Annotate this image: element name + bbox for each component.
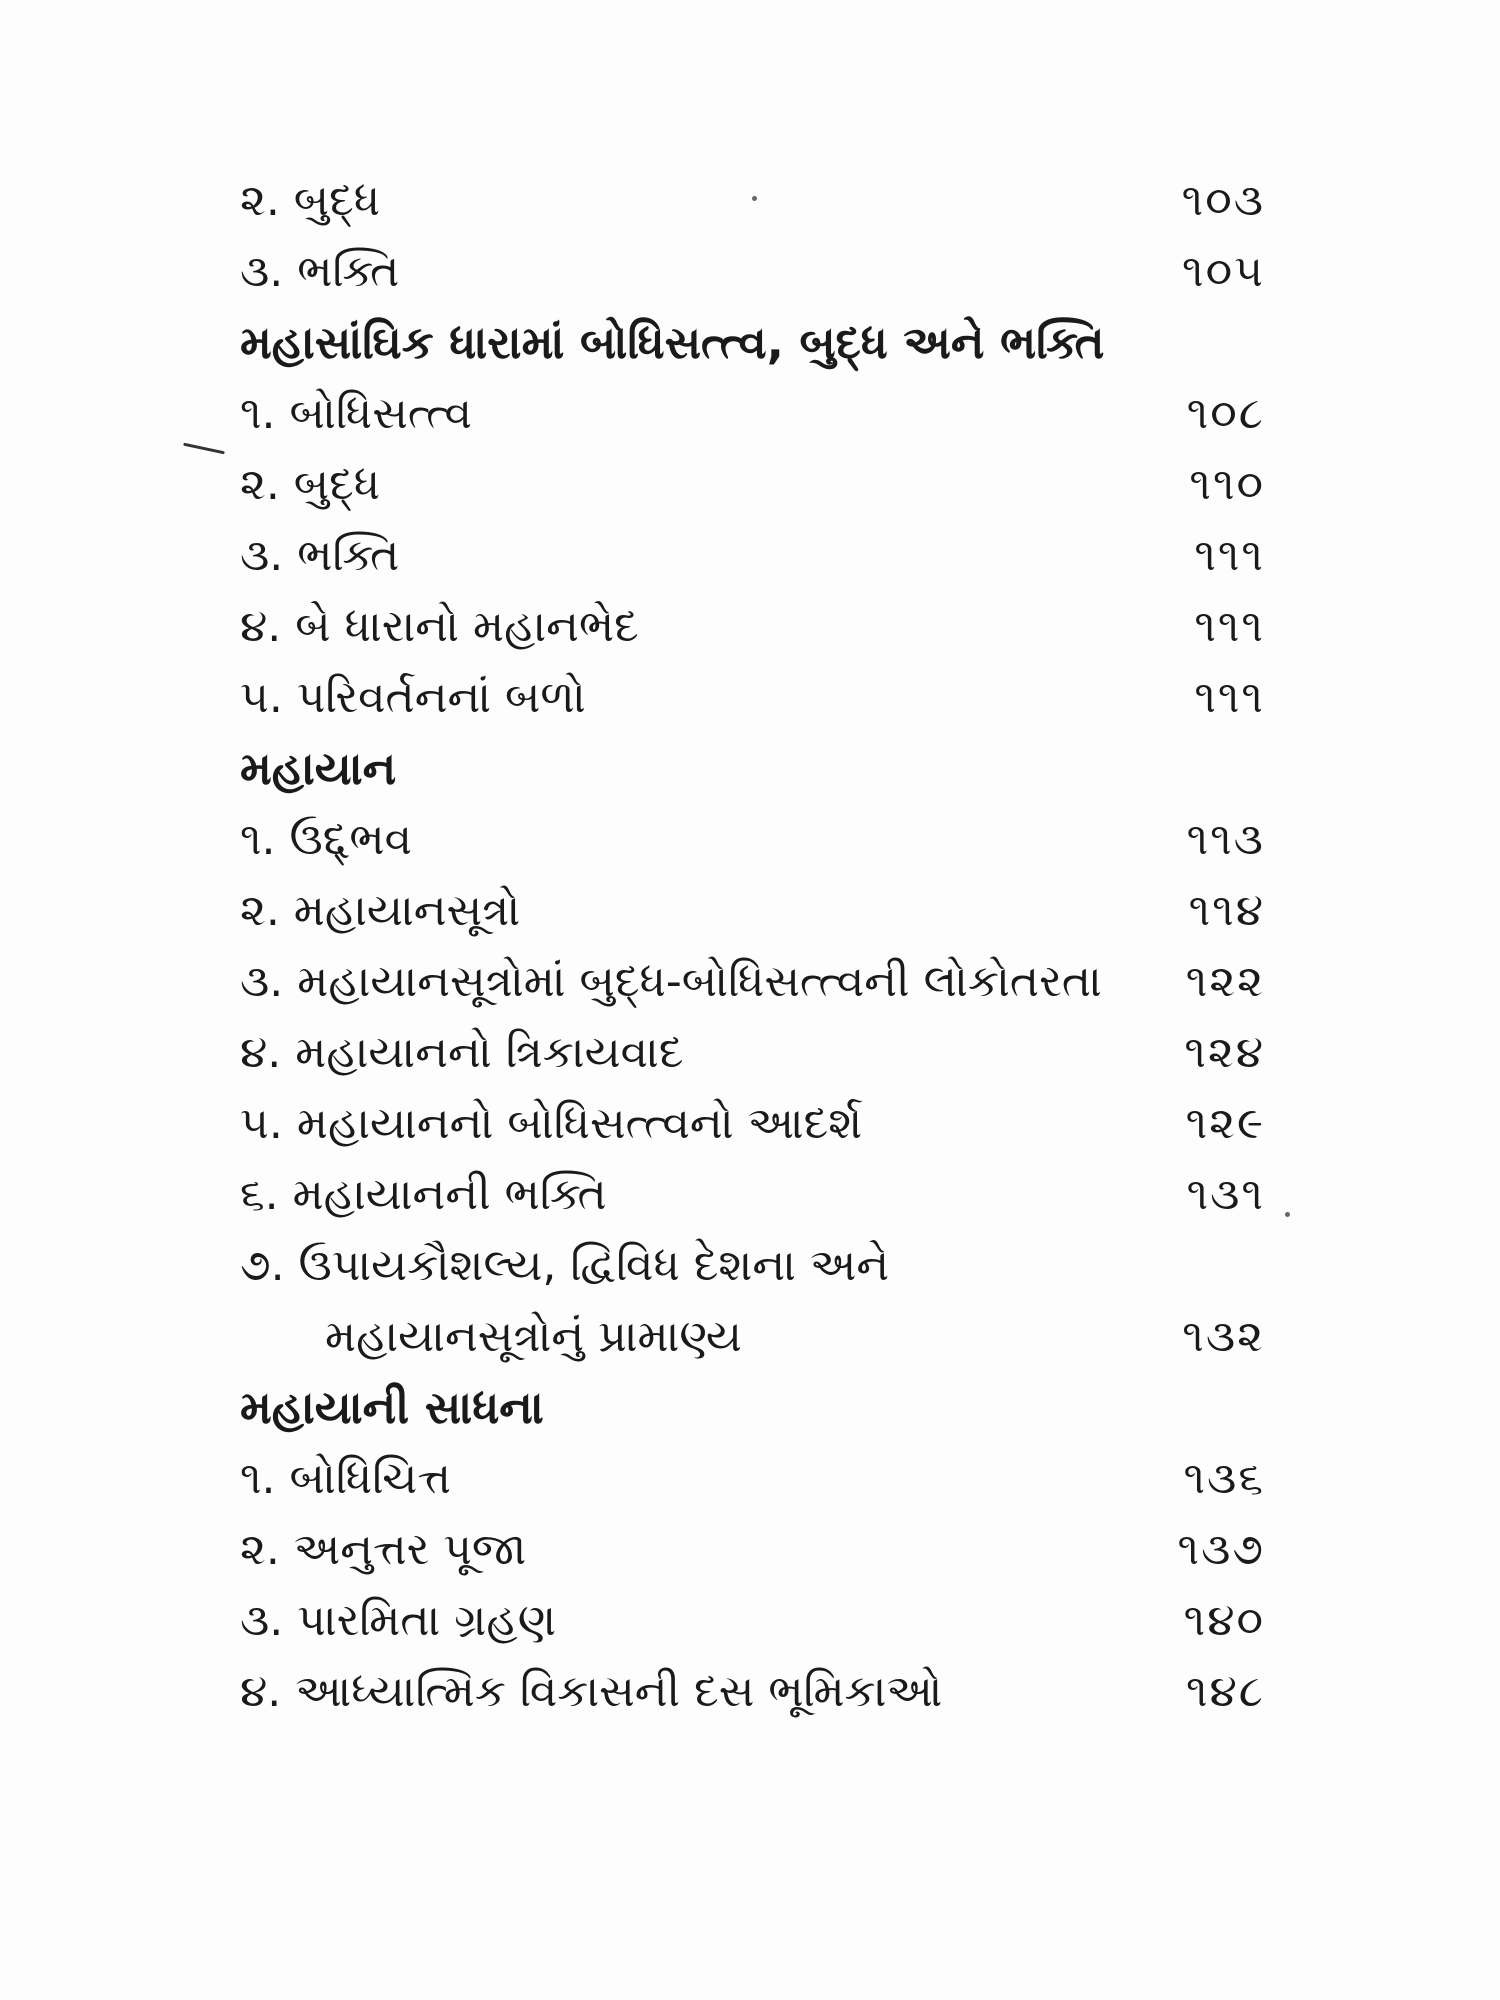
toc-entry-label: ૧. બોધિચિત્ત	[240, 1453, 451, 1504]
toc-entry	[240, 520, 1265, 591]
toc-page-number: ૧૨૯	[1185, 1098, 1265, 1149]
toc-page-number: ૧૧૧	[1194, 530, 1265, 581]
toc-entry	[240, 946, 1265, 1017]
toc-page-number: ૧૧૩	[1186, 814, 1265, 865]
toc-entry-label: ૧. બોધિસત્ત્વ	[240, 388, 473, 439]
toc-page-number: ૧૩૭	[1177, 1524, 1265, 1575]
toc-entry	[240, 1159, 1265, 1230]
scan-speck	[1285, 1212, 1290, 1217]
toc-entry	[240, 662, 1265, 733]
toc-entry	[240, 875, 1265, 946]
toc-entry	[240, 591, 1265, 662]
toc-entry	[240, 1443, 1265, 1514]
toc-entry-label: ૩. ભક્તિ	[240, 246, 400, 297]
toc-entry-label: ૫. પરિવર્તનનાં બળો	[240, 672, 586, 723]
toc-entry-label: ૪. મહાયાનનો ત્રિકાયવાદ	[240, 1027, 684, 1078]
toc-entry	[240, 1585, 1265, 1656]
toc-page-number: ૧૨૪	[1184, 1027, 1265, 1078]
toc-page-number: ૧૩૬	[1183, 1453, 1265, 1504]
toc-page-number: ૧૧૦	[1189, 459, 1265, 510]
toc-entry	[240, 236, 1265, 307]
toc-entry	[240, 1017, 1265, 1088]
stray-pen-mark	[183, 443, 225, 455]
toc-page-number: ૧૦૩	[1181, 175, 1265, 226]
toc-entry	[240, 1230, 1265, 1301]
toc-entry	[240, 804, 1265, 875]
toc-entry-label: ૬. મહાયાનની ભક્તિ	[240, 1169, 607, 1220]
toc-page-number: ૧૦૮	[1186, 388, 1265, 439]
toc-page-number: ૧૪૦	[1183, 1595, 1265, 1646]
toc-entry-label: મહાસાંઘિક ધારામાં બોધિસત્ત્વ, બુદ્ધ અને ભક્તિ	[240, 316, 1105, 369]
toc-section-heading	[240, 733, 1265, 804]
toc-page-number: ૧૨૨	[1185, 956, 1265, 1007]
toc-page-number: ૧૧૧	[1194, 601, 1265, 652]
toc-entry-label: ૪. આધ્યાત્મિક વિકાસની દસ ભૂમિકાઓ	[240, 1666, 943, 1717]
toc-entry-label: મહાયાન	[240, 742, 397, 795]
table-of-contents	[240, 165, 1265, 1727]
toc-entry-label: મહાયાનસૂત્રોનું પ્રામાણ્ય	[325, 1311, 742, 1362]
toc-entry-label: ૭. ઉપાયકૌશલ્ય, દ્વિવિધ દેશના અને	[240, 1240, 890, 1291]
toc-section-heading	[240, 307, 1265, 378]
toc-entry	[240, 165, 1265, 236]
toc-entry-label: ૨. મહાયાનસૂત્રો	[240, 885, 521, 936]
toc-entry	[240, 378, 1265, 449]
toc-entry-label: ૩. પારમિતા ગ્રહણ	[240, 1595, 557, 1646]
toc-page-number: ૧૧૪	[1188, 885, 1265, 936]
toc-page-number: ૧૩૨	[1182, 1311, 1265, 1362]
toc-entry-label: ૫. મહાયાનનો બોધિસત્ત્વનો આદર્શ	[240, 1098, 863, 1149]
toc-entry-label: ૨. અનુત્તર પૂજા	[240, 1524, 527, 1575]
toc-page-number: ૧૦૫	[1182, 246, 1265, 297]
toc-page-number: ૧૧૧	[1194, 672, 1265, 723]
toc-section-heading	[240, 1372, 1265, 1443]
toc-entry	[240, 1088, 1265, 1159]
toc-entry	[240, 449, 1265, 520]
toc-entry	[240, 1301, 1265, 1372]
toc-page-number: ૧૪૮	[1185, 1666, 1265, 1717]
toc-entry-label: ૪. બે ધારાનો મહાનભેદ	[240, 601, 639, 652]
toc-entry-label: મહાયાની સાધના	[240, 1381, 544, 1434]
toc-entry-label: ૨. બુદ્ધ	[240, 459, 381, 510]
toc-entry	[240, 1514, 1265, 1585]
toc-page-number: ૧૩૧	[1186, 1169, 1265, 1220]
toc-entry	[240, 1656, 1265, 1727]
toc-entry-label: ૩. મહાયાનસૂત્રોમાં બુદ્ધ-બોધિસત્ત્વની લોકોતરતા	[240, 956, 1102, 1007]
toc-entry-label: ૨. બુદ્ધ	[240, 175, 381, 226]
toc-entry-label: ૩. ભક્તિ	[240, 530, 400, 581]
toc-entry-label: ૧. ઉદ્દ્ભવ	[240, 814, 413, 865]
